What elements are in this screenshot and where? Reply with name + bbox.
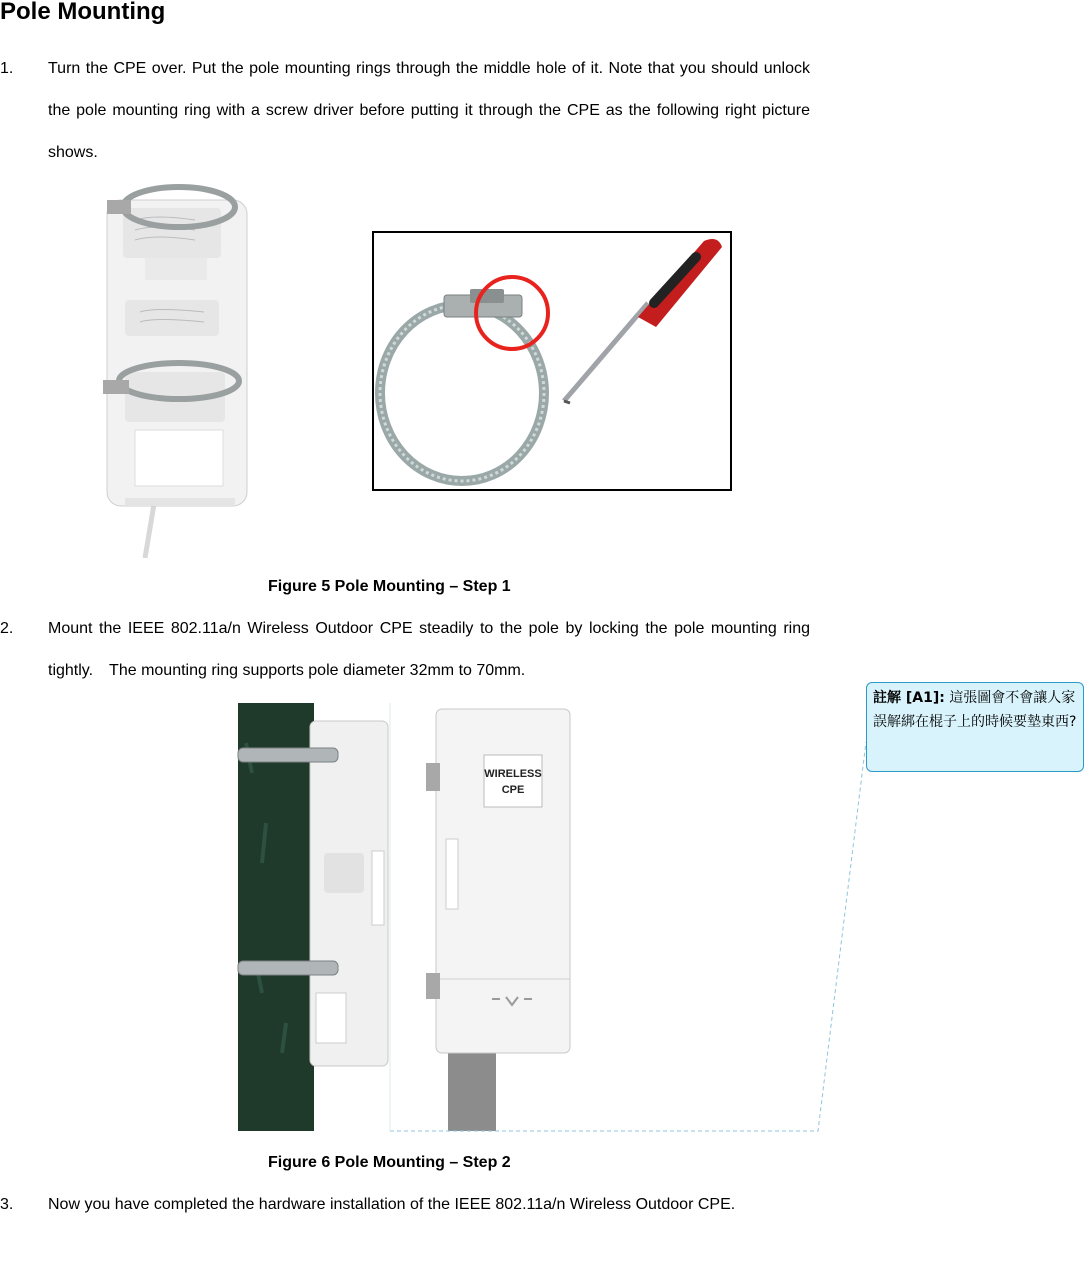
- step-1: [0, 48, 810, 178]
- figure-5-clamp-screwdriver-photo: [372, 231, 732, 491]
- cpe-label-line-1: WIRELESS: [484, 768, 542, 780]
- comment-tag: 註解 [A1]:: [873, 690, 945, 706]
- page-title: Pole Mounting: [0, 0, 166, 25]
- step-3: [0, 1184, 810, 1268]
- figure-6-caption: Figure 6 Pole Mounting – Step 2: [268, 1154, 511, 1171]
- figure-5-cpe-photo: [95, 180, 255, 558]
- step-text: Now you have completed the hardware installation of the IEEE 802.11a/n Wireless Outdoor CPE.: [48, 1196, 736, 1213]
- cpe-label-line-2: CPE: [501, 784, 525, 796]
- step-text: Mount the IEEE 802.11a/n Wireless Outdoor CPE steadily to the pole by locking the pole mounting ring tightly. The mounting ring supports pole diameter 32mm to 70mm.: [48, 620, 810, 679]
- step-number: 1.: [0, 60, 14, 77]
- review-comment[interactable]: [866, 682, 1084, 772]
- step-text: Turn the CPE over. Put the pole mounting rings through the middle hole of it. Note that you should unlock the pole mounting ring with a screw driver before putting it through the CPE as the following right picture shows.: [48, 60, 810, 161]
- step-number: 2.: [0, 620, 14, 637]
- step-2: [0, 608, 810, 692]
- figure-6-pole-mounted-photo: [236, 703, 576, 1131]
- step-number: 3.: [0, 1196, 14, 1213]
- comment-text: 這張圖會不會讓人家誤解綁在棍子上的時候要墊東西?: [873, 690, 1077, 730]
- figure-5-caption: Figure 5 Pole Mounting – Step 1: [268, 578, 511, 595]
